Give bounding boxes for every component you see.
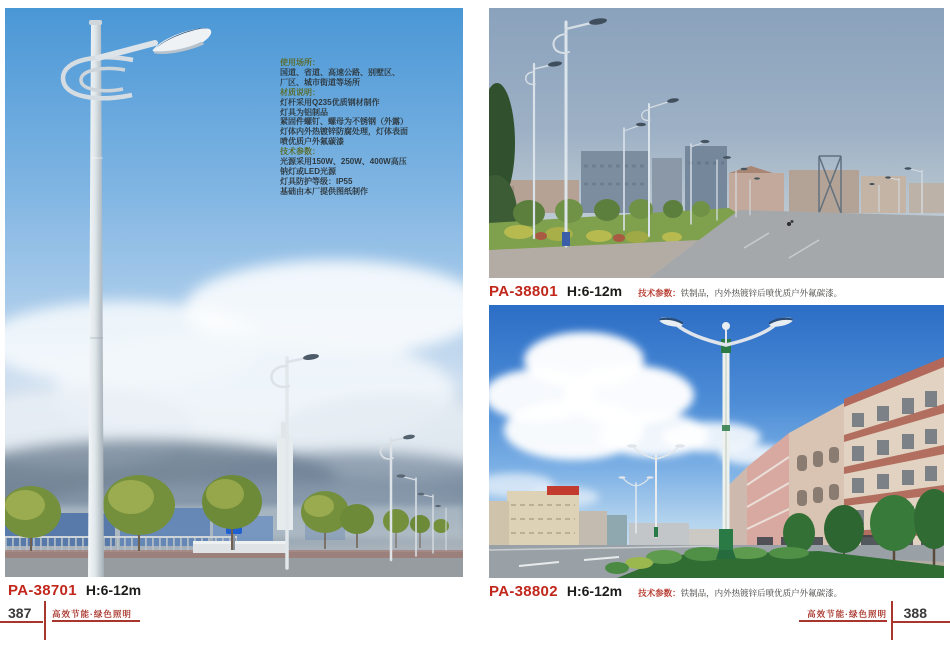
product-height-spec: H:6-12m xyxy=(85,582,142,598)
spec-line: 灯体内外热镀锌防腐处理，灯体表面 xyxy=(280,127,408,137)
spec-line: 紧固件螺钉、螺母为不锈钢（外露） xyxy=(280,117,408,127)
caption-pa38802 xyxy=(489,583,842,600)
tech-note-label: 技术参数： xyxy=(638,288,681,298)
spec-line: 灯具为铝制品 xyxy=(280,107,328,117)
product-code: PA-38701 xyxy=(8,582,77,599)
spec-material-label: 材质说明： xyxy=(280,87,320,97)
product-height-spec: H:6-12m xyxy=(566,283,623,299)
spec-line: 灯杆采用Q235优质钢材制作 xyxy=(280,97,380,107)
spec-line: 钠灯或LED光源 xyxy=(280,166,336,176)
tech-note-text: 铁制品，内外热镀锌后喷优质户外氟碳漆。 xyxy=(680,588,843,598)
spec-line: 厂区、城市街道等场所 xyxy=(280,77,360,87)
spec-line: 国道、省道、高速公路、别墅区、 xyxy=(280,67,400,77)
spec-usage-label: 使用场所： xyxy=(280,58,320,67)
road xyxy=(5,550,463,577)
footer-rule xyxy=(891,621,950,623)
spec-line: 喷优质户外氟碳漆 xyxy=(280,137,344,147)
tech-note-text: 铁制品，内外热镀锌后喷优质户外氟碳漆。 xyxy=(680,288,843,298)
page-number-right: 388 xyxy=(903,605,927,621)
tech-note xyxy=(638,287,842,299)
street-scene-illustration xyxy=(489,8,944,278)
spec-tech-label: 技术参数： xyxy=(280,147,320,157)
street-scene-illustration xyxy=(489,305,944,578)
planter-benches xyxy=(193,541,288,553)
tech-note xyxy=(638,587,842,599)
footer-divider-bar xyxy=(44,601,46,640)
photo-pa38701 xyxy=(5,8,463,577)
footer-rule xyxy=(52,620,140,622)
product-height-spec: H:6-12m xyxy=(566,583,623,599)
photo-pa38801 xyxy=(489,8,944,278)
product-code: PA-38802 xyxy=(489,583,558,600)
footer-slogan-right: 高效节能·绿色照明 xyxy=(807,609,887,619)
footer-slogan-left: 高效节能·绿色照明 xyxy=(52,609,132,619)
tech-note-label: 技术参数： xyxy=(638,588,681,598)
footer-divider-bar xyxy=(891,601,893,640)
footer-rule xyxy=(0,621,43,623)
spec-line: 光源采用150W、250W、400W高压 xyxy=(280,157,407,167)
caption-pa38801 xyxy=(489,283,842,300)
product-code: PA-38801 xyxy=(489,283,558,300)
photo-pa38802 xyxy=(489,305,944,578)
footer-rule xyxy=(799,620,887,622)
caption-pa38701 xyxy=(8,582,141,599)
spec-text-block xyxy=(280,58,463,197)
page-number-left: 387 xyxy=(8,605,32,621)
spec-line: 基础由本厂提供图纸制作 xyxy=(280,186,368,196)
spec-line: 灯具防护等级：IP55 xyxy=(280,176,353,186)
